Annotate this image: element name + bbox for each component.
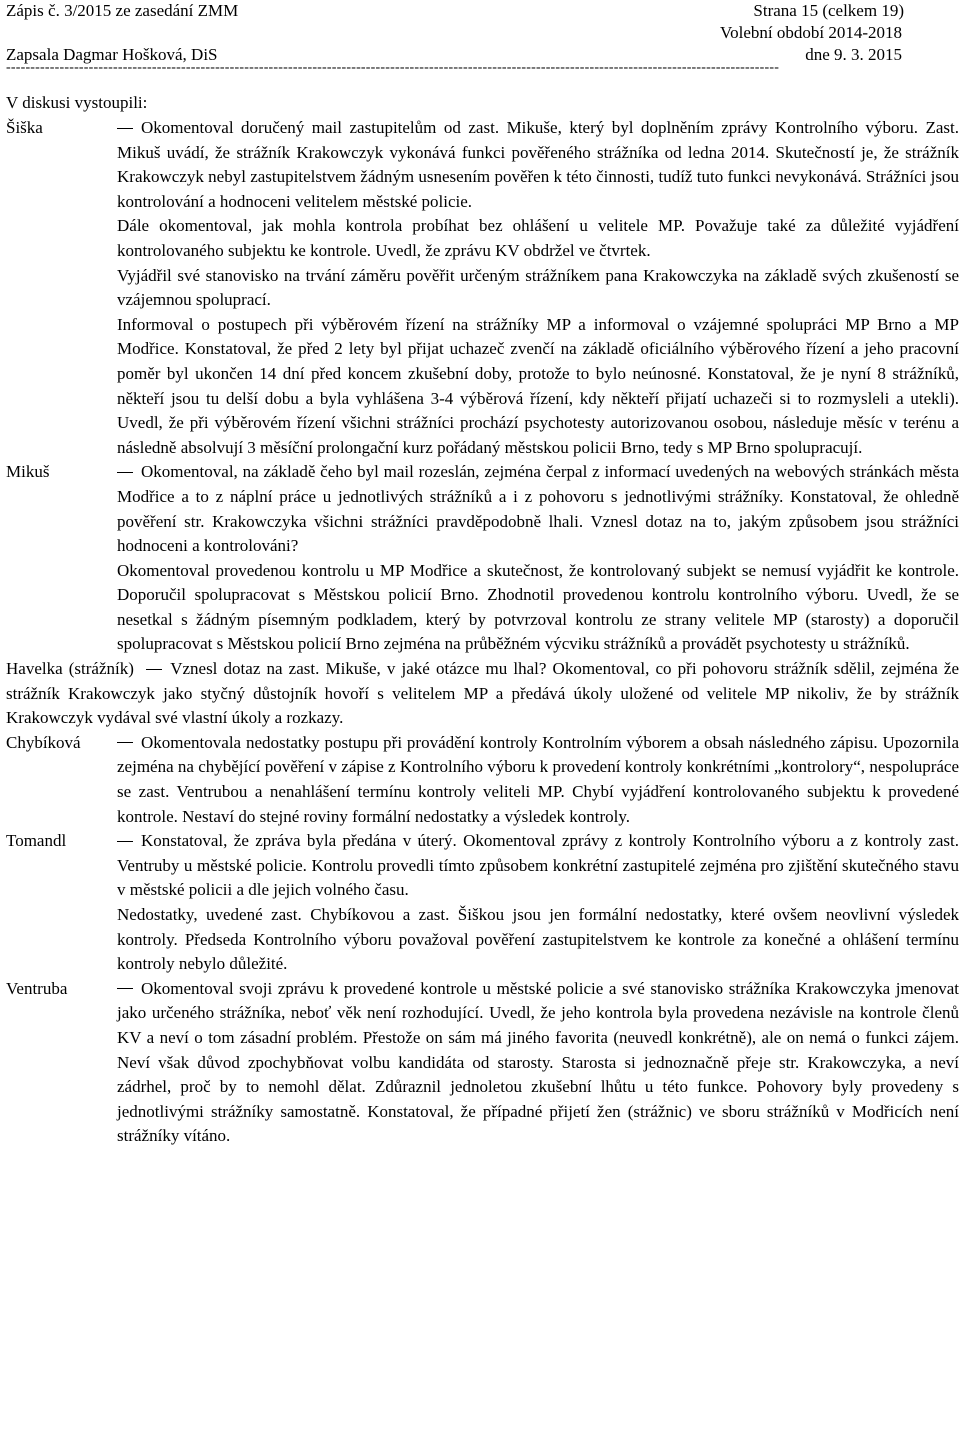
entry-havelka — [0, 657, 960, 731]
speaker-name: Chybíková — [6, 732, 81, 752]
entry-paragraph: Vyjádřil své stanovisko na trvání záměru pověřit určeným strážníkem pana Krakowczyka na základě svých zkušeností se vzájemnou spoluprací. — [117, 265, 959, 310]
entry-ventruba — [0, 977, 960, 1149]
entry-paragraph: Okomentoval provedenou kontrolu u MP Modřice a skutečnost, že kontrolovaný subjekt se nemusí vyjádřit ke kontrole. Doporučil spolupracovat s Městskou policií Brno. Zhodnotil provedenou kontrolu kontrolního výboru. Uvedl, že se nesetkal s žádným písemným podkladem, který by potvrzoval kontrolu ze strany velitele MP (starosty) a doporučil spolupracovat s Městskou policií Brno zejména na průběžném výcviku strážníků a provádět psychotesty u strážníků. — [117, 560, 959, 654]
entry-paragraph: Dále okomentoval, jak mohla kontrola probíhat bez ohlášení u velitele MP. Považuje také za důležité vyjádření kontrolovaného subjektu ke kontrole. Uvedl, že zprávu KV obdržel ve čtvrtek. — [117, 216, 959, 260]
entry-paragraph: Havelka (strážník) Vznesl dotaz na zast. Mikuše, v jaké otázce mu lhal? Okomentoval, co při pohovoru strážník sdělil, zejména že strážník Krakowczyk jako styčný důstojník hovoří s velitelem MP a předává úkoly uložené od velitele MP nikoliv, že by strážník Krakowczyk vydával své vlastní úkoly a rozkazy. — [6, 659, 960, 728]
entry-tomandl — [0, 829, 960, 977]
doc-title: Zápis č. 3/2015 ze zasedání ZMM — [6, 1, 239, 20]
dash-bullet — [117, 472, 133, 473]
dash-bullet — [117, 128, 133, 129]
speaker-name: Ventruba — [6, 978, 68, 998]
header-row-1 — [6, 0, 954, 22]
entry-paragraph: Okomentoval, na základě čeho byl mail rozeslán, zejména čerpal z informací uvedených na webových stránkách města Modřice a to z náplní práce u jednotlivých strážníků a i z pohovoru s jednotlivými strážníky. Konstatoval, že ohledně pověření str. Krakowczyka všichni strážníci pravděpodobně lhali. Vznesl dotaz na to, jakým způsobem jsou strážníci hodnoceni a kontrolováni? — [117, 462, 959, 556]
section-title: V diskusi vystoupili: — [6, 93, 148, 112]
speaker-name: Šiška — [6, 118, 43, 137]
term-info: Volební období 2014-2018 — [720, 23, 902, 42]
entry-paragraph: Okomentoval doručený mail zastupitelům od zast. Mikuše, který byl doplněním zprávy Kontrolního výboru. Zast. Mikuš uvádí, že strážník Krakowczyk vykonává funkci pověřeného strážníka od ledna 2014. Skutečností je, že strážník Krakowczyk nebyl zastupitelstvem žádným usnesením pověřen k této činnosti, tudíž tuto funkci nevykonává. Strážníci jsou kontrolování a hodnoceni velitelem městské policie. — [117, 118, 959, 211]
header-row-2 — [6, 22, 954, 44]
entry-paragraph: Okomentovala nedostatky postupu při provádění kontroly Kontrolním výborem a obsah následného zápisu. Upozornila zejména na chybějící pověření v zápise z Kontrolního výboru k provedení kontroly konkrétními „kontrolory“, nespolupráce se zast. Ventrubou a nenahlášení termínu kontroly veliteli MP. Chybí vyjádření kontrolovaného subjektu k provedené kontrole. Nestaví do stejné roviny formální nedostatky a výsledek kontroly. — [117, 732, 959, 826]
dash-bullet — [146, 669, 162, 670]
speaker-name: Tomandl — [6, 831, 67, 851]
entry-mikus — [0, 460, 960, 657]
meeting-date: dne 9. 3. 2015 — [805, 45, 902, 64]
entry-paragraph: Konstatoval, že zpráva byla předána v úterý. Okomentoval zprávy z kontroly Kontrolního výboru a z kontroly zast. Ventruby u městské policie. Kontrolu provedli tímto způsobem konkrétní zastupitelé zejména pro zjištění skutečného stavu v městské policii a dle jejich volného času. — [117, 831, 959, 900]
dash-bullet — [117, 841, 133, 842]
entry-paragraph: Informoval o postupech při výběrovém řízení na strážníky MP a informoval o vzájemné spolupráci MP Brno a MP Modřice. Konstatoval, že před 2 lety byl přijat uchazeč zvenčí na základě oficiálního výběrového řízení a jeho pracovní poměr byl ukončen 14 dní před koncem zkušební doby, protože to bylo neúnosné. Konstatoval, že je nyní 8 strážníků, někteří jsou tu delší dobu a byla vyhlášena 3-4 výběrová řízení, kdy někteří přijatí uchazeči si to rozmysleli a utekli). Uvedl, že při výběrovém řízení všichni strážníci prochází psychotesty autorizovanou osobou, následuje měsíc v terénu a následně absolvují 3 měsíční prolongační kurz pořádaný městskou policii Brno, tedy s MP Brno spolupracují. — [117, 314, 959, 457]
recorder: Zapsala Dagmar Hošková, DiS — [6, 45, 218, 64]
entry-paragraph: Okomentoval svoji zprávu k provedené kontrole u městské policie a své stanovisko strážníka Krakowczyka jmenovat jako určeného strážníka, neboť věk není rozhodující. Uvedl, že jeho kontrola byla provedena nezávisle na kontrole členů KV a neví o tom zásadní problém. Přestože on sám má jiného favorita (neuvedl konkrétně), ale on nemá o funkci zájem. Neví však důvod zpochybňovat volbu kandidáta od starosty. Starosta si jednoznačně přeje str. Krakowczyka, a neví zádrhel, proč by to nemohl dělat. Zdůraznil jednoletou zkušební lhůtu u této funkce. Pohovory byly provedeny s jednotlivými strážníky samostatně. Konstatoval, že případné přijetí žen (strážnic) ve sboru strážníků v Modřicích není strážníky vítáno. — [117, 978, 959, 1146]
speaker-name: Mikuš — [6, 462, 50, 482]
dash-bullet — [117, 742, 133, 743]
entry-siska — [0, 116, 960, 460]
page-info: Strana 15 (celkem 19) — [753, 1, 904, 20]
discussion-body — [0, 116, 960, 1149]
header-separator: --------------------------------------------------------------------------------------------------------------------------------------------------------------- — [6, 62, 780, 74]
dash-bullet — [117, 988, 133, 989]
entry-paragraph: Nedostatky, uvedené zast. Chybíkovou a zast. Šiškou jsou jen formální nedostatky, které ovšem neovlivní výsledek kontroly. Předseda Kontrolního výboru považoval pověření zastupitelstvem ke kontrole za konečné a ohlášení termínu kontroly nebylo důležité. — [117, 905, 959, 974]
speaker-name: Havelka (strážník) — [6, 659, 134, 679]
entry-chybikova — [0, 731, 960, 829]
